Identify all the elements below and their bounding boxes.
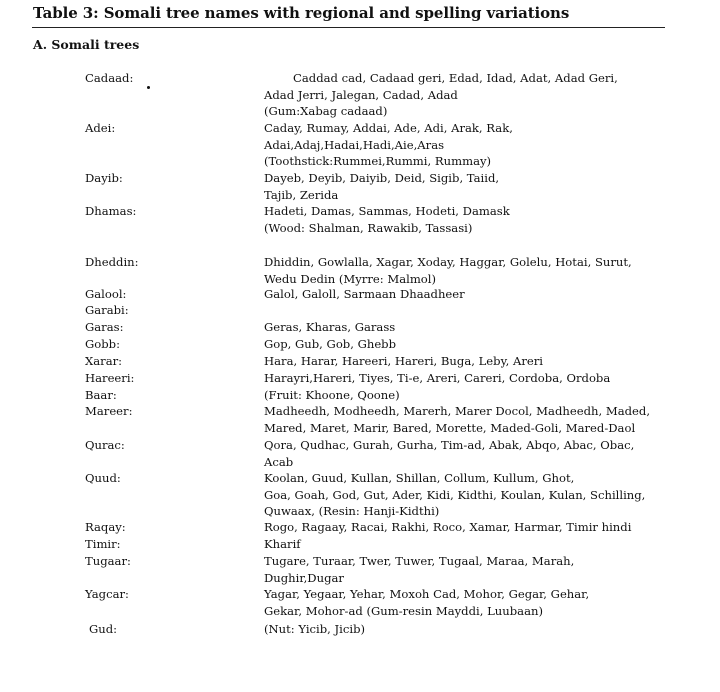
variation-line: Dhiddin, Gowlalla, Xagar, Xoday, Haggar, Golelu, Hotai, Surut, [264, 255, 632, 269]
name-variations [264, 370, 684, 387]
variation-line: Adai,Adaj,Hadai,Hadi,Aie,Aras [264, 137, 445, 152]
table-title: Table 3: Somali tree names with regional and spelling variations [33, 4, 570, 22]
tree-term: Gobb: [85, 337, 120, 351]
name-variations [264, 170, 684, 203]
variation-line: Harayri,Hareri, Tiyes, Ti-e, Areri, Careri, Cordoba, Ordoba [264, 371, 611, 385]
tree-term: Galool: [85, 287, 127, 301]
variation-line: Madheedh, Modheedh, Marerh, Marer Docol, Madheedh, Maded, [264, 404, 651, 418]
variation-line: Mared, Maret, Marir, Bared, Morette, Maded-Goli, Mared-Daol [264, 420, 636, 435]
variation-line: Rogo, Ragaay, Racai, Rakhi, Roco, Xamar, Harmar, Timir hindi [264, 520, 632, 534]
tree-term: Timir: [85, 537, 121, 551]
name-variations [264, 470, 684, 520]
variation-line: Adad Jerri, Jalegan, Cadad, Adad [264, 87, 458, 102]
variation-line: Gekar, Mohor-ad (Gum-resin Mayddi, Luubaan) [264, 603, 543, 618]
name-variations [264, 203, 684, 236]
variation-line: Geras, Kharas, Garass [264, 320, 396, 334]
tree-term: Qurac: [85, 438, 125, 452]
section-heading: A. Somali trees [33, 37, 140, 52]
tree-term: Dhamas: [85, 204, 137, 218]
variation-line: Acab [264, 454, 294, 469]
name-variations [264, 120, 684, 170]
variation-line: Qora, Qudhac, Gurah, Gurha, Tim-ad, Abak, Abqo, Abac, Obac, [264, 438, 635, 452]
variation-line: Caday, Rumay, Addai, Ade, Adi, Arak, Rak, [264, 121, 513, 135]
tree-term: Dayib: [85, 171, 123, 185]
tree-term: Quud: [85, 471, 121, 485]
variation-line: (Toothstick:Rummei,Rummi, Rummay) [264, 154, 492, 169]
name-variations [264, 336, 684, 353]
tree-term: Hareeri: [85, 371, 135, 385]
tree-term: Yagcar: [85, 587, 129, 601]
tree-term: Adei: [85, 121, 116, 135]
name-variations [264, 536, 684, 553]
variation-line: Dughir,Dugar [264, 570, 344, 585]
variation-line: Koolan, Guud, Kullan, Shillan, Collum, Kullum, Ghot, [264, 471, 575, 485]
variation-line: Wedu Dedin (Myrre: Malmol) [264, 271, 437, 286]
name-variations [264, 387, 684, 404]
variation-line: Yagar, Yegaar, Yehar, Moxoh Cad, Mohor, Gegar, Gehar, [264, 587, 590, 601]
tree-term: Mareer: [85, 404, 133, 418]
variation-line: Caddad cad, Cadaad geri, Edad, Idad, Adat, Adad Geri, [293, 71, 618, 85]
variation-line: Tajib, Zerida [264, 187, 339, 202]
variation-line: Goa, Goah, God, Gut, Ader, Kidi, Kidthi, Koulan, Kulan, Schilling, [264, 487, 646, 502]
name-variations [264, 254, 684, 287]
tree-term: Raqay: [85, 520, 126, 534]
name-variations [264, 553, 684, 586]
variation-line: (Nut: Yicib, Jicib) [264, 622, 366, 636]
variation-line: Galol, Galoll, Sarmaan Dhaadheer [264, 287, 465, 301]
variation-line: Tugare, Turaar, Twer, Tuwer, Tugaal, Maraa, Marah, [264, 554, 575, 568]
name-variations [264, 353, 684, 370]
name-variations [264, 319, 684, 336]
variation-line: Hadeti, Damas, Sammas, Hodeti, Damask [264, 204, 510, 218]
tree-term: Cadaad: [85, 71, 134, 85]
name-variations [264, 621, 684, 638]
name-variations [264, 437, 684, 470]
variation-line: (Fruit: Khoone, Qoone) [264, 388, 400, 402]
tree-term: Xarar: [85, 354, 123, 368]
stray-mark [147, 86, 150, 89]
name-variations [264, 403, 684, 436]
tree-term: Baar: [85, 388, 117, 402]
tree-term: Garas: [85, 320, 124, 334]
variation-line: Dayeb, Deyib, Daiyib, Deid, Sigib, Taiid, [264, 171, 500, 185]
tree-term: Gud: [89, 622, 118, 636]
name-variations [264, 70, 684, 120]
variation-line: Kharif [264, 537, 301, 551]
variation-line: Quwaax, (Resin: Hanji-Kidthi) [264, 504, 440, 519]
variation-line: Hara, Harar, Hareeri, Hareri, Buga, Leby, Areri [264, 354, 543, 368]
name-variations [264, 586, 684, 619]
variation-line: (Gum:Xabag cadaad) [264, 104, 388, 119]
tree-term: Garabi: [85, 303, 129, 317]
name-variations [264, 286, 684, 303]
title-rule [32, 27, 665, 28]
tree-term: Tugaar: [85, 554, 131, 568]
name-variations [264, 519, 684, 536]
variation-line: (Wood: Shalman, Rawakib, Tassasi) [264, 220, 473, 235]
variation-line: Gop, Gub, Gob, Ghebb [264, 337, 397, 351]
tree-term: Dheddin: [85, 255, 139, 269]
